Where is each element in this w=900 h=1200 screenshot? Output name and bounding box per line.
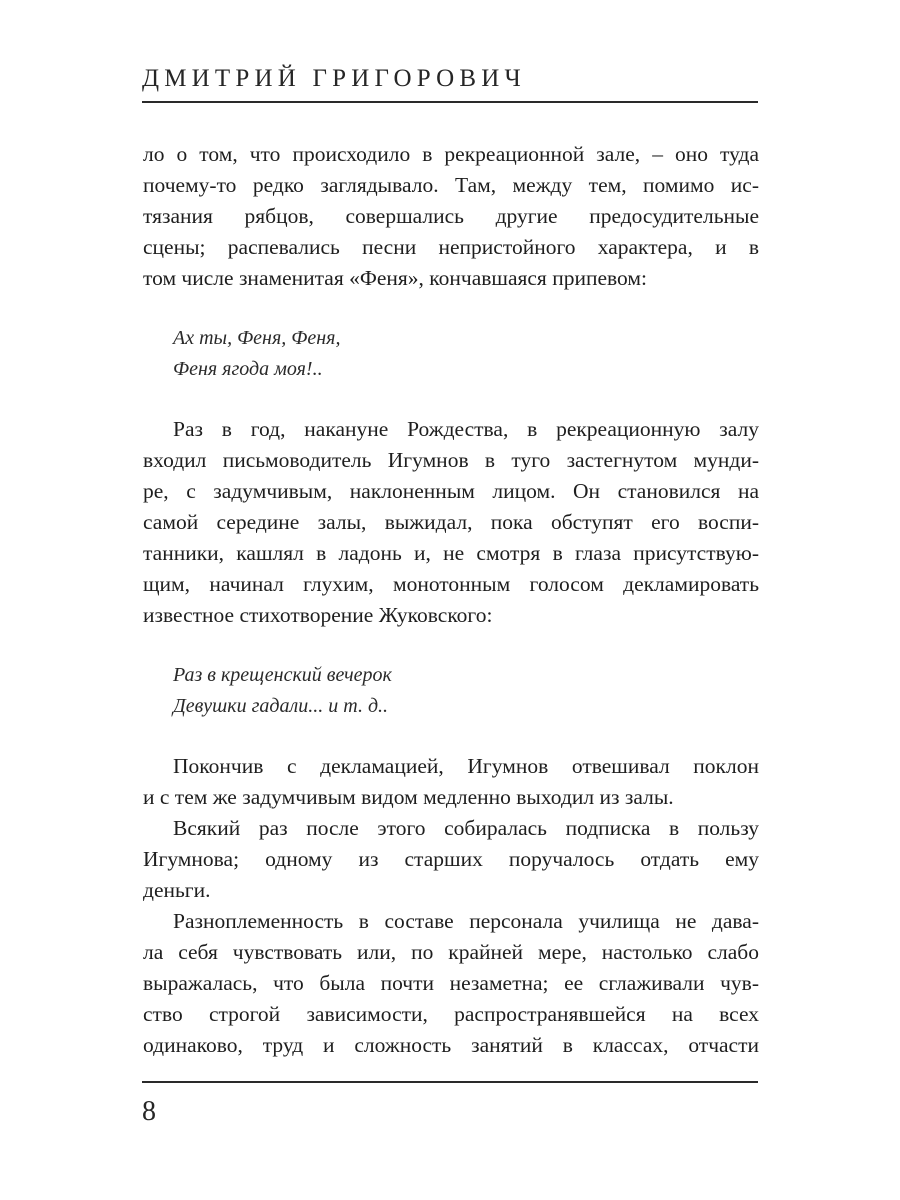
- text-line: том числе знаменитая «Феня», кончавшаяся припевом:: [143, 266, 647, 290]
- text-line: ре, с задумчивым, наклоненным лицом. Он становился на: [143, 479, 759, 503]
- text-line: выражалась, что была почти незаметна; ее сглаживали чув-: [143, 971, 759, 995]
- text-line: и с тем же задумчивым видом медленно выходил из залы.: [143, 785, 674, 809]
- footer-rule: [142, 1081, 758, 1083]
- paragraph: [143, 813, 759, 906]
- text-line: ла себя чувствовать или, по крайней мере, настолько слабо: [143, 940, 759, 964]
- text-line: Всякий раз после этого собиралась подписка в пользу: [173, 816, 759, 840]
- text-line: известное стихотворение Жуковского:: [143, 603, 493, 627]
- verse-line: Ах ты, Феня, Феня,: [173, 327, 341, 349]
- text-line: сцены; распевались песни непристойного характера, и в: [143, 235, 759, 259]
- text-line: Раз в год, накануне Рождества, в рекреационную залу: [173, 417, 759, 441]
- text-line: танники, кашлял в ладонь и, не смотря в глаза присутствую-: [143, 541, 759, 565]
- text-line: почему-то редко заглядывало. Там, между тем, помимо ис-: [143, 173, 759, 197]
- verse-line: Феня ягода моя!..: [173, 358, 323, 380]
- text-line: Разноплеменность в составе персонала училища не дава-: [173, 909, 759, 933]
- header-rule: [142, 101, 758, 103]
- running-head: ДМИТРИЙ ГРИГОРОВИЧ: [142, 65, 527, 92]
- text-line: ло о том, что происходило в рекреационной зале, – оно туда: [143, 142, 759, 166]
- verse-quote: [143, 660, 759, 722]
- text-line: тязания рябцов, совершались другие предосудительные: [143, 204, 759, 228]
- paragraph: [143, 906, 759, 1061]
- verse-line: Раз в крещенский вечерок: [173, 664, 392, 686]
- text-line: самой середине залы, выжидал, пока обступят его воспи-: [143, 510, 759, 534]
- text-line: входил письмоводитель Игумнов в туго застегнутом мунди-: [143, 448, 759, 472]
- verse-quote: [143, 323, 759, 385]
- text-line: Игумнова; одному из старших поручалось отдать ему: [143, 847, 759, 871]
- text-line: деньги.: [143, 878, 211, 902]
- text-line: одинаково, труд и сложность занятий в классах, отчасти: [143, 1033, 759, 1057]
- paragraph: [143, 139, 759, 294]
- verse-line: Девушки гадали... и т. д..: [173, 695, 389, 717]
- text-line: ство строгой зависимости, распространявшейся на всех: [143, 1002, 759, 1026]
- text-line: Покончив с декламацией, Игумнов отвешивал поклон: [173, 754, 759, 778]
- text-line: щим, начинал глухим, монотонным голосом декламировать: [143, 572, 759, 596]
- page-number: 8: [142, 1096, 156, 1127]
- paragraph: [143, 751, 759, 813]
- body-text: [143, 139, 759, 1061]
- paragraph: [143, 414, 759, 631]
